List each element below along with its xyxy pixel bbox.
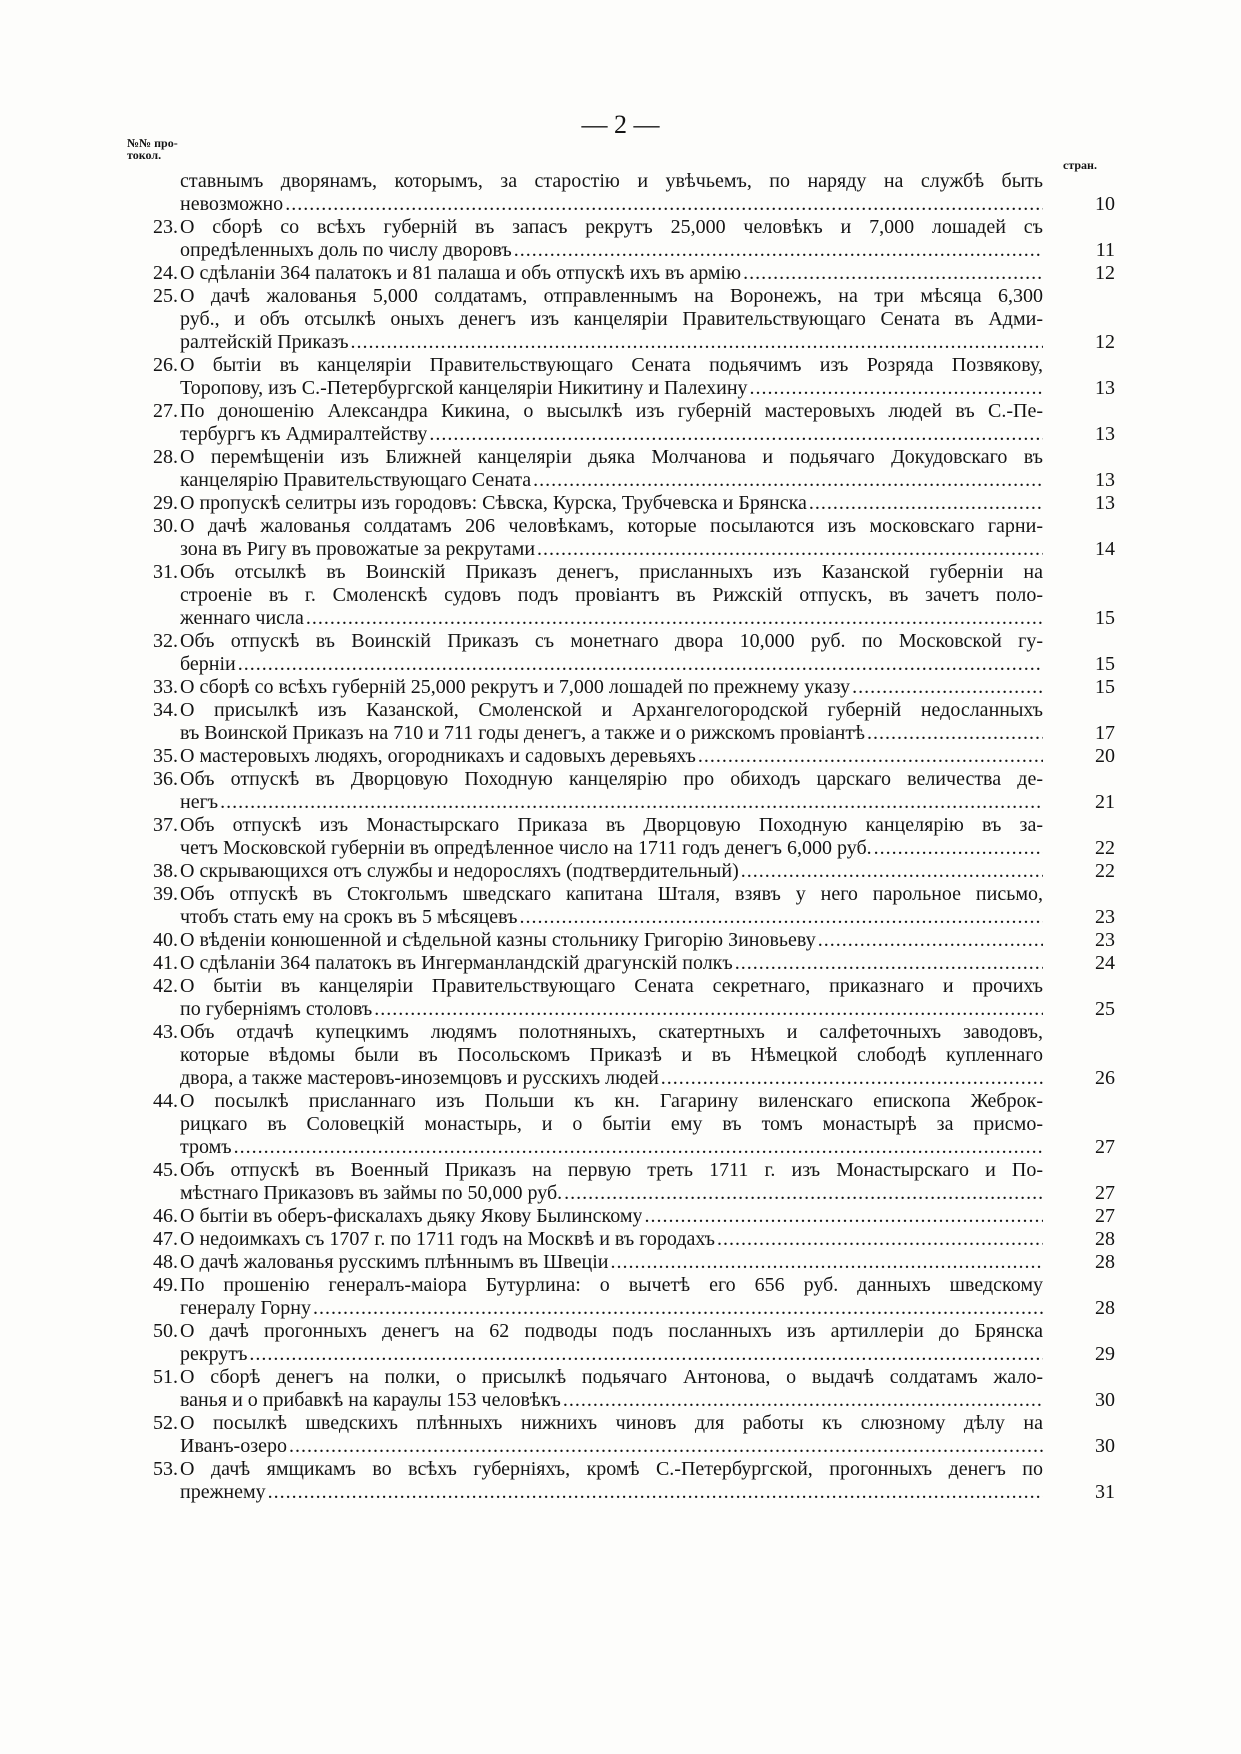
page-reference: 28 bbox=[1095, 1251, 1115, 1273]
entry-line bbox=[180, 791, 1115, 814]
entry-line bbox=[180, 538, 1115, 561]
toc-entry bbox=[130, 1366, 1115, 1412]
protocol-number: 31. bbox=[153, 561, 178, 583]
toc-entry bbox=[130, 1458, 1115, 1504]
protocol-number: 41. bbox=[153, 952, 178, 974]
entry-line bbox=[180, 354, 1115, 377]
entry-line bbox=[180, 814, 1115, 837]
page-reference: 15 bbox=[1095, 607, 1115, 629]
entry-text: О присылкѣ изъ Казанской, Смоленской и Архангелогородской губерній недосланныхъ bbox=[180, 699, 1043, 721]
toc-entry bbox=[130, 745, 1115, 768]
protocol-number-column-label bbox=[127, 137, 178, 161]
entry-line bbox=[180, 1021, 1115, 1044]
entry-text: Объ отсылкѣ въ Воинскій Приказъ денегъ, присланныхъ изъ Казанской губерніи на bbox=[180, 561, 1043, 583]
dot-leader bbox=[351, 331, 1043, 354]
page-reference: 23 bbox=[1095, 929, 1115, 951]
entry-text: О посылкѣ присланнаго изъ Польши къ кн. Гагарину виленскаго епископа Жеброк- bbox=[180, 1090, 1043, 1112]
entry-line bbox=[180, 1343, 1115, 1366]
toc-entry bbox=[130, 492, 1115, 515]
entry-line bbox=[180, 883, 1115, 906]
dot-leader bbox=[564, 1182, 1043, 1205]
dot-leader bbox=[249, 1343, 1043, 1366]
entry-line bbox=[180, 285, 1115, 308]
dot-leader bbox=[268, 1481, 1043, 1504]
entry-text: Объ отпускѣ въ Дворцовую Походную канцелярію про обиходъ царскаго величества де- bbox=[180, 768, 1043, 790]
entry-line bbox=[180, 929, 1115, 952]
dot-leader bbox=[717, 1228, 1043, 1251]
dot-leader bbox=[874, 837, 1043, 860]
entry-text: О бытіи въ канцеляріи Правительствующаго Сената секретнаго, приказнаго и прочихъ bbox=[180, 975, 1043, 997]
entry-text: О перемѣщеніи изъ Ближней канцеляріи дьяка Молчанова и подьячаго Докудовскаго въ bbox=[180, 446, 1043, 468]
dot-leader bbox=[429, 423, 1043, 446]
entry-text: негъ bbox=[180, 791, 219, 813]
entry-line bbox=[180, 400, 1115, 423]
entry-text: мѣстнаго Приказовъ въ займы по 50,000 руб. bbox=[180, 1182, 563, 1204]
page-reference: 12 bbox=[1095, 331, 1115, 353]
toc-entry bbox=[130, 1251, 1115, 1274]
protocol-number: 32. bbox=[153, 630, 178, 652]
entry-line bbox=[180, 952, 1115, 975]
entry-text: О скрывающихся отъ службы и недоросляхъ (подтвердительный) bbox=[180, 860, 739, 882]
entry-line bbox=[180, 1044, 1115, 1067]
entry-line bbox=[180, 768, 1115, 791]
dot-leader bbox=[741, 860, 1043, 883]
entry-text: зона въ Ригу въ провожатые за рекрутами bbox=[180, 538, 536, 560]
toc-entry bbox=[130, 561, 1115, 630]
protocol-number: 45. bbox=[153, 1159, 178, 1181]
page-reference: 23 bbox=[1095, 906, 1115, 928]
dot-leader bbox=[735, 952, 1043, 975]
entry-text: По прошенію генералъ-маіора Бутурлина: о вычетѣ его 656 руб. данныхъ шведскому bbox=[180, 1274, 1043, 1296]
entry-text: опредѣленныхъ доль по числу дворовъ bbox=[180, 239, 512, 261]
entry-text: О дачѣ жалованья 5,000 солдатамъ, отправленнымъ на Воронежъ, на три мѣсяца 6,300 bbox=[180, 285, 1043, 307]
toc-entry bbox=[130, 1205, 1115, 1228]
entry-line bbox=[180, 1366, 1115, 1389]
entry-line bbox=[180, 1481, 1115, 1504]
entry-line bbox=[180, 1067, 1115, 1090]
toc-entry bbox=[130, 699, 1115, 745]
entry-text: О пропускѣ селитры изъ городовъ: Сѣвска, Курска, Трубчевска и Брянска bbox=[180, 492, 807, 514]
toc-entry bbox=[130, 354, 1115, 400]
protocol-number: 24. bbox=[153, 262, 178, 284]
entry-line bbox=[180, 446, 1115, 469]
dot-leader bbox=[852, 676, 1043, 699]
entry-text: О сборѣ со всѣхъ губерній 25,000 рекрутъ и 7,000 лошадей по прежнему указу bbox=[180, 676, 851, 698]
entry-line bbox=[180, 998, 1115, 1021]
entry-text: прежнему bbox=[180, 1481, 266, 1503]
entry-text: О дачѣ прогонныхъ денегъ на 62 подводы подъ посланныхъ изъ артиллеріи до Брянска bbox=[180, 1320, 1043, 1342]
entry-line bbox=[180, 722, 1115, 745]
protocol-number: 35. bbox=[153, 745, 178, 767]
dot-leader bbox=[514, 239, 1043, 262]
page-reference: 30 bbox=[1095, 1389, 1115, 1411]
page-reference: 24 bbox=[1095, 952, 1115, 974]
protocol-number: 52. bbox=[153, 1412, 178, 1434]
page-reference: 20 bbox=[1095, 745, 1115, 767]
entry-text: О дачѣ ямщикамъ во всѣхъ губерніяхъ, кромѣ С.-Петербургской, прогонныхъ денегъ по bbox=[180, 1458, 1043, 1480]
entry-text: Объ отпускѣ изъ Монастырскаго Приказа въ Дворцовую Походную канцелярію въ за- bbox=[180, 814, 1043, 836]
entry-text: О посылкѣ шведскихъ плѣнныхъ нижнихъ чиновъ для работы къ слюзному дѣлу на bbox=[180, 1412, 1043, 1434]
entry-line bbox=[180, 1251, 1115, 1274]
page-reference: 21 bbox=[1095, 791, 1115, 813]
page-reference: 31 bbox=[1095, 1481, 1115, 1503]
dot-leader bbox=[313, 1297, 1043, 1320]
protocol-number: 50. bbox=[153, 1320, 178, 1342]
toc-entry bbox=[130, 1159, 1115, 1205]
toc-entry bbox=[130, 630, 1115, 676]
dot-leader bbox=[698, 745, 1043, 768]
page-reference: 14 bbox=[1095, 538, 1115, 560]
entry-text: тербургъ къ Адмиралтейству bbox=[180, 423, 428, 445]
entry-text: Объ отпускѣ въ Стокгольмъ шведскаго капитана Шталя, взявъ у него парольное письмо, bbox=[180, 883, 1043, 905]
entry-text: О бытіи въ оберъ-фискалахъ дьяку Якову Былинскому bbox=[180, 1205, 643, 1227]
entry-line bbox=[180, 216, 1115, 239]
page-reference: 27 bbox=[1095, 1136, 1115, 1158]
dot-leader bbox=[533, 469, 1043, 492]
entry-line bbox=[180, 676, 1115, 699]
entry-text: берніи bbox=[180, 653, 236, 675]
page-column-label: стран. bbox=[1063, 158, 1097, 172]
entry-line bbox=[180, 699, 1115, 722]
protocol-number: 25. bbox=[153, 285, 178, 307]
entry-line bbox=[180, 906, 1115, 929]
dot-leader bbox=[306, 607, 1043, 630]
page-reference: 10 bbox=[1095, 193, 1115, 215]
toc-entry bbox=[130, 1320, 1115, 1366]
page-reference: 22 bbox=[1095, 837, 1115, 859]
toc-entry bbox=[130, 676, 1115, 699]
toc-entry bbox=[130, 285, 1115, 354]
page-reference: 28 bbox=[1095, 1228, 1115, 1250]
page-reference: 27 bbox=[1095, 1205, 1115, 1227]
page-reference: 28 bbox=[1095, 1297, 1115, 1319]
protocol-number: 27. bbox=[153, 400, 178, 422]
toc-entry bbox=[130, 515, 1115, 561]
entry-line bbox=[180, 561, 1115, 584]
entry-line bbox=[180, 423, 1115, 446]
entry-text: рицкаго въ Соловецкій монастырь, и о бытіи ему въ томъ монастырѣ за присмо- bbox=[180, 1113, 1043, 1135]
page-reference: 29 bbox=[1095, 1343, 1115, 1365]
toc-entry bbox=[130, 1021, 1115, 1090]
entry-line bbox=[180, 584, 1115, 607]
entry-text: О мастеровыхъ людяхъ, огородникахъ и садовыхъ деревьяхъ bbox=[180, 745, 696, 767]
toc-entry bbox=[130, 860, 1115, 883]
entry-text: четъ Московской губерніи въ опредѣленное число на 1711 годъ денегъ 6,000 руб. bbox=[180, 837, 872, 859]
protocol-number: 53. bbox=[153, 1458, 178, 1480]
toc-entry bbox=[130, 446, 1115, 492]
dot-leader bbox=[743, 262, 1043, 285]
page-reference: 17 bbox=[1095, 722, 1115, 744]
protocol-number: 47. bbox=[153, 1228, 178, 1250]
dot-leader bbox=[234, 1136, 1043, 1159]
entry-line bbox=[180, 308, 1115, 331]
entry-text: Торопову, изъ С.-Петербургской канцеляріи Никитину и Палехину bbox=[180, 377, 748, 399]
entry-text: ванья и о прибавкѣ на караулы 153 человѣкъ bbox=[180, 1389, 561, 1411]
entry-line bbox=[180, 492, 1115, 515]
entry-text: тромъ bbox=[180, 1136, 232, 1158]
toc-entry bbox=[130, 814, 1115, 860]
dot-leader bbox=[289, 1435, 1043, 1458]
entry-line bbox=[180, 837, 1115, 860]
dot-leader bbox=[238, 653, 1043, 676]
entry-text: рекрутъ bbox=[180, 1343, 248, 1365]
protocol-number: 38. bbox=[153, 860, 178, 882]
entry-line bbox=[180, 1182, 1115, 1205]
entry-text: строеніе въ г. Смоленскѣ судовъ подъ провіантъ въ Рижскій отпускъ, въ зачетъ поло- bbox=[180, 584, 1043, 606]
protocol-number: 43. bbox=[153, 1021, 178, 1043]
toc-entry bbox=[130, 400, 1115, 446]
page-reference: 15 bbox=[1095, 653, 1115, 675]
entry-line bbox=[180, 1389, 1115, 1412]
entry-text: генералу Горну bbox=[180, 1297, 311, 1319]
entry-text: О дачѣ жалованья русскимъ плѣннымъ въ Швеціи bbox=[180, 1251, 609, 1273]
dot-leader bbox=[537, 538, 1043, 561]
protocol-number: 30. bbox=[153, 515, 178, 537]
page-reference: 25 bbox=[1095, 998, 1115, 1020]
entry-line bbox=[180, 860, 1115, 883]
protocol-number: 26. bbox=[153, 354, 178, 376]
entry-text: О сборѣ со всѣхъ губерній въ запасъ рекрутъ 25,000 человѣкъ и 7,000 лошадей съ bbox=[180, 216, 1043, 238]
protocol-number: 46. bbox=[153, 1205, 178, 1227]
table-of-contents bbox=[130, 170, 1115, 1504]
entry-line bbox=[180, 1228, 1115, 1251]
page-reference: 13 bbox=[1095, 492, 1115, 514]
entry-text: женнаго числа bbox=[180, 607, 304, 629]
entry-text: ралтейскій Приказъ bbox=[180, 331, 349, 353]
entry-line bbox=[180, 1412, 1115, 1435]
protocol-number: 36. bbox=[153, 768, 178, 790]
dot-leader bbox=[661, 1067, 1043, 1090]
toc-entry bbox=[130, 1274, 1115, 1320]
page-reference: 12 bbox=[1095, 262, 1115, 284]
entry-text: ставнымъ дворянамъ, которымъ, за старостію и увѣчьемъ, по наряду на службѣ быть bbox=[180, 170, 1043, 192]
entry-text: въ Воинской Приказъ на 710 и 711 годы денегъ, а также и о рижскомъ провіантѣ bbox=[180, 722, 865, 744]
page-reference: 13 bbox=[1095, 377, 1115, 399]
toc-entry bbox=[130, 1090, 1115, 1159]
page-reference: 11 bbox=[1095, 239, 1115, 261]
entry-text: по губерніямъ столовъ bbox=[180, 998, 373, 1020]
protocol-number: 51. bbox=[153, 1366, 178, 1388]
entry-text: Объ отпускѣ въ Военный Приказъ на первую треть 1711 г. изъ Монастырскаго и По- bbox=[180, 1159, 1043, 1181]
dot-leader bbox=[867, 722, 1043, 745]
page-reference: 26 bbox=[1095, 1067, 1115, 1089]
protocol-number: 29. bbox=[153, 492, 178, 514]
entry-line bbox=[180, 1113, 1115, 1136]
page-reference: 30 bbox=[1095, 1435, 1115, 1457]
entry-line bbox=[180, 1136, 1115, 1159]
entry-line bbox=[180, 239, 1115, 262]
entry-text: О недоимкахъ съ 1707 г. по 1711 годъ на Москвѣ и въ городахъ bbox=[180, 1228, 715, 1250]
page-number: — 2 — bbox=[581, 110, 660, 139]
entry-text: Объ отпускѣ въ Воинскій Приказъ съ монетнаго двора 10,000 руб. по Московской гу- bbox=[180, 630, 1043, 652]
dot-leader bbox=[519, 906, 1043, 929]
dot-leader bbox=[374, 998, 1043, 1021]
page-reference: 15 bbox=[1095, 676, 1115, 698]
page-reference: 22 bbox=[1095, 860, 1115, 882]
entry-text: Объ отдачѣ купецкимъ людямъ полотняныхъ, скатертныхъ и салфеточныхъ заводовъ, bbox=[180, 1021, 1043, 1043]
entry-line bbox=[180, 607, 1115, 630]
page-reference: 13 bbox=[1095, 469, 1115, 491]
dot-leader bbox=[285, 193, 1043, 216]
entry-line bbox=[180, 1090, 1115, 1113]
page-reference: 27 bbox=[1095, 1182, 1115, 1204]
entry-line bbox=[180, 1297, 1115, 1320]
protocol-number: 40. bbox=[153, 929, 178, 951]
dot-leader bbox=[563, 1389, 1043, 1412]
entry-line bbox=[180, 630, 1115, 653]
dot-leader bbox=[750, 377, 1043, 400]
entry-text: чтобъ стать ему на срокъ въ 5 мѣсяцевъ bbox=[180, 906, 518, 928]
entry-text: О сдѣланіи 364 палатокъ и 81 палаша и объ отпускѣ ихъ въ армію bbox=[180, 262, 742, 284]
entry-line bbox=[180, 193, 1115, 216]
protocol-number: 37. bbox=[153, 814, 178, 836]
entry-line bbox=[180, 653, 1115, 676]
toc-entry bbox=[130, 1412, 1115, 1458]
entry-text: О сборѣ денегъ на полки, о присылкѣ подьячаго Антонова, о выдачѣ солдатамъ жало- bbox=[180, 1366, 1043, 1388]
entry-text: О бытіи въ канцеляріи Правительствующаго Сената подьячимъ изъ Розряда Позвякову, bbox=[180, 354, 1043, 376]
entry-line bbox=[180, 1159, 1115, 1182]
toc-entry bbox=[130, 768, 1115, 814]
toc-entry bbox=[130, 262, 1115, 285]
entry-line bbox=[180, 1458, 1115, 1481]
entry-text: канцелярію Правительствующаго Сената bbox=[180, 469, 532, 491]
entry-line bbox=[180, 515, 1115, 538]
entry-text: невозможно bbox=[180, 193, 284, 215]
protocol-number: 39. bbox=[153, 883, 178, 905]
entry-text: руб., и объ отсылкѣ оныхъ денегъ изъ канцеляріи Правительствующаго Сената въ Адми- bbox=[180, 308, 1043, 330]
entry-text: Иванъ-озеро bbox=[180, 1435, 287, 1457]
protocol-number: 42. bbox=[153, 975, 178, 997]
toc-entry bbox=[130, 883, 1115, 929]
entry-text: О дачѣ жалованья солдатамъ 206 человѣкамъ, которые посылаются изъ московскаго гарни- bbox=[180, 515, 1043, 537]
entry-line bbox=[180, 1274, 1115, 1297]
protocol-number: 28. bbox=[153, 446, 178, 468]
protocol-number: 23. bbox=[153, 216, 178, 238]
toc-entry bbox=[130, 975, 1115, 1021]
protocol-number: 48. bbox=[153, 1251, 178, 1273]
entry-line bbox=[180, 975, 1115, 998]
protocol-number: 34. bbox=[153, 699, 178, 721]
entry-line bbox=[180, 745, 1115, 768]
entry-text: По доношенію Александра Кикина, о высылкѣ изъ губерній мастеровыхъ людей въ С.-Пе- bbox=[180, 400, 1043, 422]
toc-entry bbox=[130, 952, 1115, 975]
entry-line bbox=[180, 331, 1115, 354]
protocol-label-line-2: токол. bbox=[127, 148, 162, 162]
entry-line bbox=[180, 377, 1115, 400]
entry-line bbox=[180, 1320, 1115, 1343]
toc-entry bbox=[130, 929, 1115, 952]
protocol-number: 44. bbox=[153, 1090, 178, 1112]
entry-text: которые вѣдомы были въ Посольскомъ Приказѣ и въ Нѣмецкой слободѣ купленнаго bbox=[180, 1044, 1043, 1066]
page-reference: 13 bbox=[1095, 423, 1115, 445]
entry-line bbox=[180, 262, 1115, 285]
entry-text: О сдѣланіи 364 палатокъ въ Ингерманландскій драгунскій полкъ bbox=[180, 952, 733, 974]
entry-line bbox=[180, 1205, 1115, 1228]
entry-text: О вѣденіи конюшенной и сѣдельной казны стольнику Григорію Зиновьеву bbox=[180, 929, 816, 951]
entry-line bbox=[180, 469, 1115, 492]
dot-leader bbox=[220, 791, 1043, 814]
dot-leader bbox=[644, 1205, 1043, 1228]
entry-text: двора, а также мастеровъ-иноземцовъ и русскихъ людей bbox=[180, 1067, 659, 1089]
entry-line bbox=[180, 1435, 1115, 1458]
dot-leader bbox=[610, 1251, 1043, 1274]
toc-entry bbox=[130, 216, 1115, 262]
protocol-number: 49. bbox=[153, 1274, 178, 1296]
entry-line bbox=[180, 170, 1115, 193]
toc-entry bbox=[130, 1228, 1115, 1251]
toc-entry bbox=[130, 170, 1115, 216]
protocol-number: 33. bbox=[153, 676, 178, 698]
dot-leader bbox=[818, 929, 1043, 952]
protocol-label-line-1: №№ про- bbox=[127, 136, 178, 150]
dot-leader bbox=[809, 492, 1043, 515]
